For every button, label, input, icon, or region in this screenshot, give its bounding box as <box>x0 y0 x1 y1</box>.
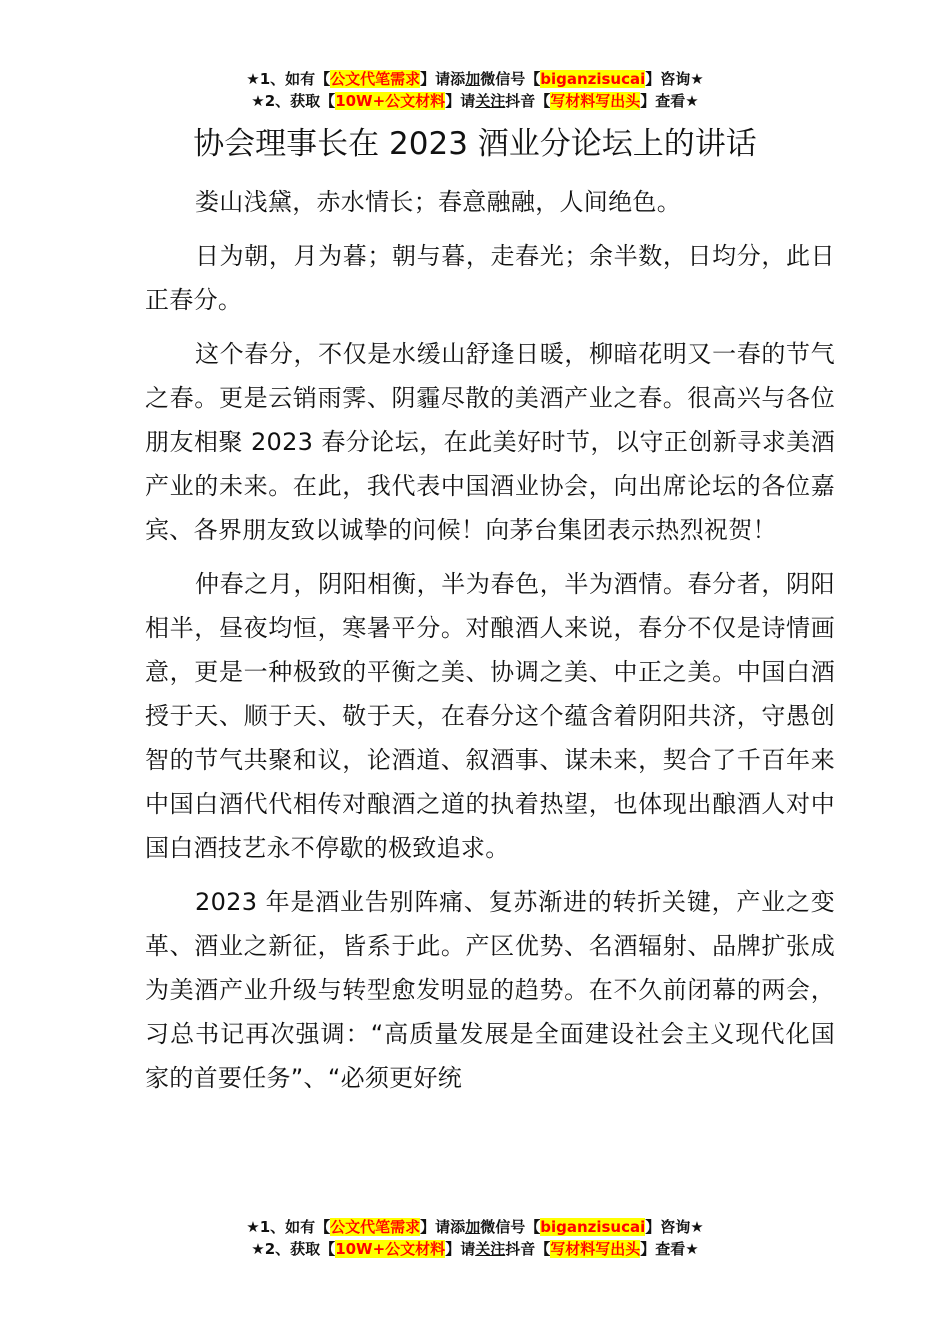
banner-text: ★2、获取【 <box>251 92 336 110</box>
document-body <box>145 180 835 1110</box>
document-title: 协会理事长在 2023 酒业分论坛上的讲话 <box>193 126 757 162</box>
banner-text: ★1、如有【 <box>246 70 331 88</box>
banner-highlight: 10W+公文材料 <box>335 1240 446 1258</box>
banner-underline: 关注 <box>475 1240 506 1258</box>
banner-line-2 <box>0 90 950 112</box>
banner-underline: 关注 <box>475 92 506 110</box>
paragraph: 仲春之月，阴阳相衡，半为春色，半为酒情。春分者，阴阳相半，昼夜均恒，寒暑平分。对酿酒人来说，春分不仅是诗情画意，更是一种极致的平衡之美、协调之美、中正之美。中国白酒授于天、顺于天、敬于天，在春分这个蕴含着阴阳共济，守愚创智的节气共聚和议，论酒道、叙酒事、谋未来，契合了千百年来中国白酒代代相传对酿酒之道的执着热望，也体现出酿酒人对中国白酒技艺永不停歇的极致追求。 <box>145 570 835 862</box>
banner-line-1 <box>0 68 950 90</box>
banner-highlight: 公文代笔需求 <box>330 70 421 88</box>
paragraph: 这个春分，不仅是水缓山舒逢日暖，柳暗花明又一春的节气之春。更是云销雨霁、阴霾尽散的美酒产业之春。很高兴与各位朋友相聚 2023 春分论坛，在此美好时节，以守正创新寻求美酒产业的未来。在此，我代表中国酒业协会，向出席论坛的各位嘉宾、各界朋友致以诚挚的问候！向茅台集团表示热烈祝贺！ <box>145 340 835 544</box>
banner-text: 微信号【 <box>480 1218 541 1236</box>
top-banner <box>0 68 950 112</box>
paragraph: 2023 年是酒业告别阵痛、复苏渐进的转折关键，产业之变革、酒业之新征，皆系于此。产区优势、名酒辐射、品牌扩张成为美酒产业升级与转型愈发明显的趋势。在不久前闭幕的两会，习总书记再次强调：“高质量发展是全面建设社会主义现代化国家的首要任务”、“必须更好统 <box>145 888 835 1092</box>
banner-text: 微信号【 <box>480 70 541 88</box>
banner-text: ★1、如有【 <box>246 1218 331 1236</box>
banner-text: ★2、获取【 <box>251 1240 336 1258</box>
banner-underline: 加 <box>465 70 481 88</box>
banner-line-2 <box>0 1238 950 1260</box>
banner-text: 】请添 <box>420 70 466 88</box>
banner-line-1 <box>0 1216 950 1238</box>
banner-highlight: 10W+公文材料 <box>335 92 446 110</box>
banner-text: 】查看★ <box>640 92 699 110</box>
banner-text: 】请 <box>445 92 476 110</box>
banner-douyin-id: 写材料写出头 <box>550 1240 641 1258</box>
banner-text: 】咨询★ <box>645 70 704 88</box>
banner-text: 】查看★ <box>640 1240 699 1258</box>
paragraph: 日为朝，月为暮；朝与暮，走春光；余半数，日均分，此日正春分。 <box>145 242 835 314</box>
banner-text: 抖音【 <box>505 92 551 110</box>
banner-douyin-id: 写材料写出头 <box>550 92 641 110</box>
banner-wechat-id: biganzisucai <box>540 70 646 88</box>
banner-text: 】请添 <box>420 1218 466 1236</box>
bottom-banner <box>0 1216 950 1260</box>
banner-underline: 加 <box>465 1218 481 1236</box>
banner-text: 】咨询★ <box>645 1218 704 1236</box>
paragraph: 娄山浅黛，赤水情长；春意融融，人间绝色。 <box>195 188 681 216</box>
banner-text: 】请 <box>445 1240 476 1258</box>
banner-wechat-id: biganzisucai <box>540 1218 646 1236</box>
banner-text: 抖音【 <box>505 1240 551 1258</box>
banner-highlight: 公文代笔需求 <box>330 1218 421 1236</box>
